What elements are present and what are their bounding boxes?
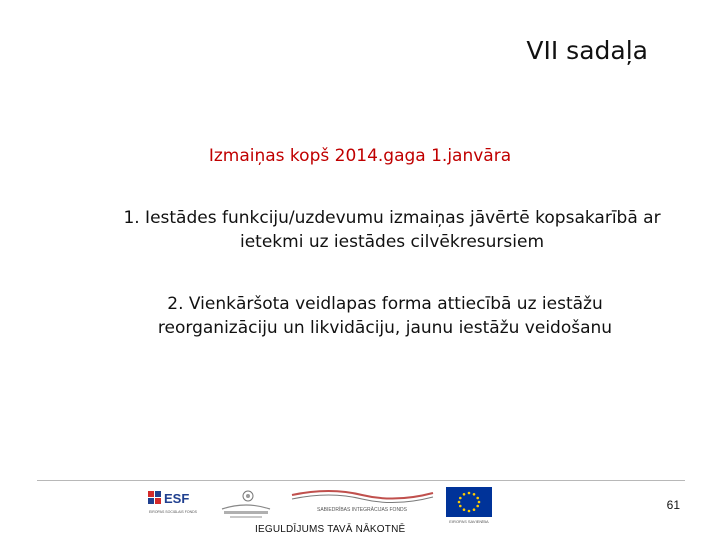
point-1-line-1: 1. Iestādes funkciju/uzdevumu izmaiņas jāvērtē kopsakarībā ar	[123, 208, 661, 228]
point-1	[72, 206, 712, 254]
esf-logo	[134, 487, 204, 525]
sif-logo	[290, 487, 435, 517]
slide-title: VII sadaļa	[526, 36, 648, 65]
point-2	[60, 292, 710, 340]
slide-subtitle: Izmaiņas kopš 2014.gaga 1.janvāra	[208, 146, 512, 166]
alliance-logo	[210, 487, 282, 525]
sif-logo-text: SABIEDRĪBAS INTEGRĀCIJAS FONDS	[316, 507, 408, 513]
esf-logo-caption: EIROPAS SOCIĀLAIS FONDS	[149, 510, 197, 514]
footer-divider	[37, 480, 685, 481]
eu-logo-caption: EIROPAS SAVIENĪBA	[449, 519, 489, 524]
footer-tagline: IEGULDĪJUMS TAVĀ NĀKOTNĒ	[255, 524, 406, 535]
point-2-line-1: 2. Vienkāršota veidlapas forma attiecībā uz iestāžu	[167, 294, 603, 314]
eu-flag-logo	[444, 487, 494, 525]
page-number: 61	[666, 498, 680, 512]
esf-logo-text: ESF	[164, 491, 190, 506]
point-2-line-2: reorganizāciju un likvidāciju, jaunu iestāžu veidošanu	[157, 318, 613, 338]
point-1-line-2: ietekmi uz iestādes cilvēkresursiem	[239, 232, 545, 252]
